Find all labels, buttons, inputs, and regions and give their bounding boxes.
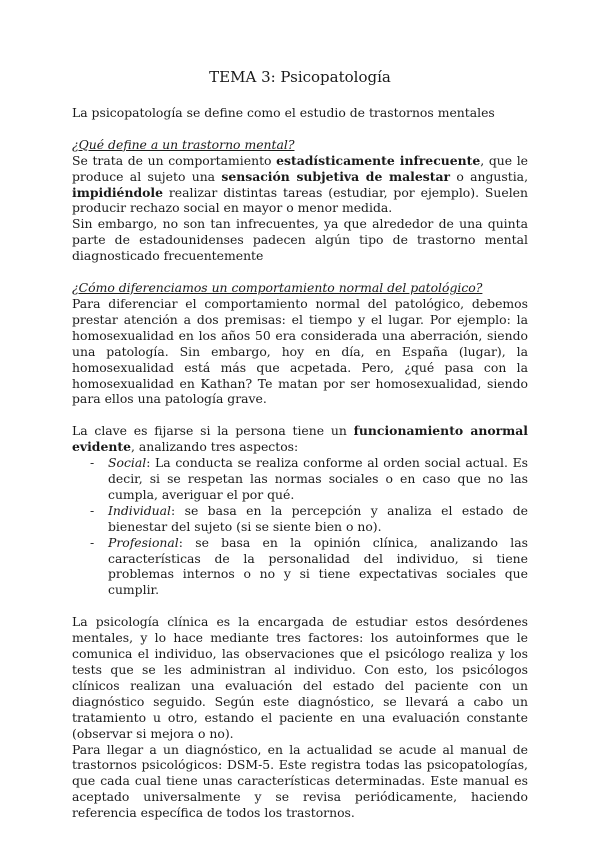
list-item-profesional xyxy=(108,535,528,599)
spacer xyxy=(72,598,528,614)
spacer xyxy=(72,264,528,280)
text-run: La clave es fijarse si la persona tiene un xyxy=(72,423,354,439)
section1-paragraph-2: Sin embargo, no son tan infrecuentes, ya que alrededor de una quinta parte de estadounidenses padecen algún tipo de trastorno mental diagnosticado frecuentemente xyxy=(72,216,528,264)
aspect-text: : se basa en la percepción y analiza el estado de bienestar del sujeto (si se siente bien o no). xyxy=(108,502,528,534)
text-run: , analizando tres aspectos: xyxy=(130,439,299,455)
page-title: TEMA 3: Psicopatología xyxy=(209,68,391,86)
section3-paragraph-1: La psicología clínica es la encargada de estudiar estos desórdenes mentales, y lo hace mediante tres factores: los autoinformes que le comunica el individuo, las observaciones que el psicólogo realiza y los tests que se les administran al individuo. Con esto, los psicólogos clínicos realizan una evaluación del estado del paciente con un diagnóstico seguido. Según este diagnóstico, se llevará a cabo un tratamiento u otro, estando el paciente en una evaluación constante (observar si mejora o no). xyxy=(72,614,528,741)
bold-run: estadísticamente infrecuente xyxy=(276,152,481,168)
text-run: o angustia, xyxy=(450,168,529,184)
bold-run: impidiéndole xyxy=(72,184,163,200)
section1-heading: ¿Qué define a un trastorno mental? xyxy=(72,136,295,152)
section2-heading: ¿Cómo diferenciamos un comportamiento normal del patológico? xyxy=(72,280,483,296)
intro-paragraph: La psicopatología se define como el estudio de trastornos mentales xyxy=(72,104,495,120)
list-item-social xyxy=(108,455,528,503)
bold-run: funcionamiento anormal evidente xyxy=(72,423,528,455)
bold-run: sensación subjetiva de malestar xyxy=(221,168,451,184)
aspect-text: : La conducta se realiza conforme al orden social actual. Es decir, si se respetan las normas sociales o en caso que no las cumpla, averiguar el por qué. xyxy=(108,455,528,502)
section3-paragraph-2: Para llegar a un diagnóstico, en la actualidad se acude al manual de trastornos psicológicos: DSM-5. Este registra todas las psicopatologías, que cada cual tiene unas características determinadas. Este manual es aceptado universalmente y se revisa periódicamente, haciendo referencia específica de todos los trastornos. xyxy=(72,741,528,821)
section1-paragraph-1 xyxy=(72,153,528,217)
text-run: realizar distintas tareas (estudiar, por ejemplo). Suelen producir rechazo social en mayor o menor medida. xyxy=(72,184,528,216)
aspect-text: : se basa en la opinión clínica, analizando las características de la personalidad del individuo, si tiene problemas internos o no y si tiene expectativas sociales que cumplir. xyxy=(108,534,528,598)
spacer xyxy=(72,407,528,423)
aspects-list xyxy=(72,455,528,598)
text-run: , que le produce al sujeto una xyxy=(72,152,528,184)
text-run: Se trata de un comportamiento xyxy=(72,152,277,168)
aspect-label: Social xyxy=(108,455,147,471)
aspect-label: Individual xyxy=(108,502,171,518)
section2-paragraph-2 xyxy=(72,423,528,455)
aspect-label: Profesional xyxy=(108,534,179,550)
list-item-individual xyxy=(108,503,528,535)
section2-paragraph-1: Para diferenciar el comportamiento normal del patológico, debemos prestar atención a dos premisas: el tiempo y el lugar. Por ejemplo: la homosexualidad en los años 50 era considerada una aberración, siendo una patología. Sin embargo, hoy en día, en España (lugar), la homosexualidad está más que acpetada. Pero, ¿qué pasa con la homosexualidad en Kathan? Te matan por ser homosexualidad, siendo para ellos una patología grave. xyxy=(72,295,528,407)
